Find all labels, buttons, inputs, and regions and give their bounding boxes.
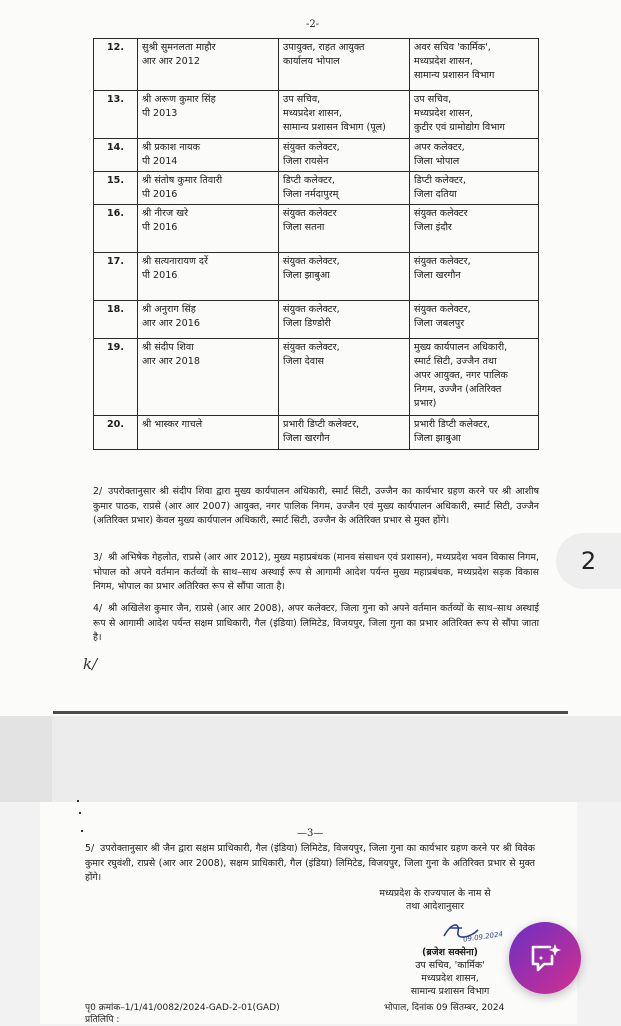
new-posting-cell: [410, 301, 539, 339]
copy-to-label: प्रतिलिपि :: [85, 1015, 120, 1025]
table-row: [94, 205, 539, 253]
cell-line: पी 2016: [142, 222, 178, 233]
cell-line: अपर आयुक्त, नगर पालिक: [414, 370, 508, 381]
current-posting-cell: [279, 301, 410, 339]
cell-line: डिप्टी कलेक्टर,: [283, 175, 335, 186]
cell-line: निगम, उज्जैन (अतिरिक्त: [414, 384, 502, 395]
cell-line: जिला खरगौन: [414, 270, 461, 281]
cell-line: आर आर 2016: [142, 318, 200, 329]
cell-line: जिला रायसेन: [283, 156, 329, 167]
table-row: [94, 301, 539, 339]
cell-line: सुश्री सुमनलता माहौर: [142, 42, 216, 53]
cell-line: मुख्य कार्यपालन अधिकारी,: [414, 342, 508, 353]
cell-line: श्री अरूण कुमार सिंह: [142, 94, 216, 105]
new-posting-cell: [410, 339, 539, 416]
cell-line: उपायुक्त, राहत आयुक्त: [283, 42, 365, 53]
scan-mark: [77, 800, 79, 802]
officer-name-cell: [138, 416, 279, 450]
current-posting-cell: [279, 416, 410, 450]
paragraph-text: श्री अखिलेश कुमार जैन, राप्रसे (आर आर 2008), अपर कलेक्टर, जिला गुना को अपने वर्तमान कर्तव्यों के साथ–साथ अस्थाई रूप से आगामी आदेश पर्यन्त सक्षम प्राधिकारी, गैल (इंडिया) लिमिटेड, विजयपुर, जिला गुना का प्रभार अतिरिक्त रूप से सौंपा जाता है।: [93, 603, 539, 643]
officer-name-cell: [138, 91, 279, 139]
signatory-designation: [380, 959, 520, 998]
cell-line: सामान्य प्रशासन विभाग (पूल): [283, 122, 386, 133]
paragraph-5: [85, 842, 535, 886]
cell-line: जिला जबलपुर: [414, 318, 465, 329]
cell-line: आर आर 2012: [142, 56, 200, 67]
designation-line: सामान्य प्रशासन विभाग: [410, 986, 490, 997]
cell-line: प्रभार): [414, 398, 437, 409]
initials-signature: k/: [83, 655, 98, 673]
cell-line: पी 2014: [142, 156, 178, 167]
cell-line: जिला डिण्डोरी: [283, 318, 331, 329]
cell-line: पी 2016: [142, 270, 178, 281]
new-posting-cell: [410, 139, 539, 172]
cell-line: श्री नीरज खरे: [142, 208, 188, 219]
cell-line: मध्यप्रदेश शासन,: [283, 108, 342, 119]
page-number: —3—: [297, 828, 324, 839]
page-number: -2-: [306, 19, 320, 30]
cell-line: संयुक्त कलेक्टर,: [283, 142, 340, 153]
place-and-date: भोपाल, दिनांक 09 सितम्बर, 2024: [384, 1003, 505, 1013]
serial-number-cell: 20.: [94, 416, 138, 450]
table-row: [94, 172, 539, 205]
new-posting-cell: [410, 205, 539, 253]
cell-line: संयुक्त कलेक्टर: [414, 208, 468, 219]
signatory-name: (ब्रजेश सक्सेना): [422, 947, 478, 958]
officer-name-cell: [138, 172, 279, 205]
table-row: [94, 416, 539, 450]
paragraph-text: उपरोक्तानुसार श्री जैन द्वारा सक्षम प्राधिकारी, गैल (इंडिया) लिमिटेड, विजयपुर, जिला गुना का कार्यभार ग्रहण करने पर श्री विवेक कुमार रघुवंशी, राप्रसे (आर आर 2008), सक्षम प्राधिकारी, गैल (इंडिया) लिमिटेड, विजयपुर, जिला गुना के अतिरिक्त प्रभार से मुक्त होंगे।: [85, 843, 535, 883]
cell-line: जिला नर्मदापुरम्: [283, 189, 339, 200]
serial-number-cell: 13.: [94, 91, 138, 139]
cell-line: प्रभारी डिप्टी कलेक्टर,: [414, 419, 491, 430]
officer-name-cell: [138, 339, 279, 416]
officer-name-cell: [138, 253, 279, 301]
serial-number-cell: 14.: [94, 139, 138, 172]
cell-line: जिला सतना: [283, 222, 325, 233]
current-posting-cell: [279, 139, 410, 172]
scan-mark: [81, 830, 83, 832]
officer-name-cell: [138, 39, 279, 91]
officer-name-cell: [138, 301, 279, 339]
paragraph-2: [93, 485, 539, 529]
cell-line: श्री अनुराग सिंह: [142, 304, 196, 315]
designation-line: मध्यप्रदेश शासन,: [421, 973, 479, 984]
serial-number-cell: 17.: [94, 253, 138, 301]
cell-line: उप सचिव,: [283, 94, 321, 105]
cell-line: जिला दतिया: [414, 189, 457, 200]
table-row: [94, 91, 539, 139]
order-line: मध्यप्रदेश के राज्यपाल के नाम से: [379, 888, 491, 899]
cell-line: जिला देवास: [283, 356, 325, 367]
paragraph-4: [93, 602, 539, 646]
paragraph-text: उपरोक्तानुसार श्री संदीप शिवा द्वारा मुख्य कार्यपालन अधिकारी, स्मार्ट सिटी, उज्जैन का कार्यभार ग्रहण करने पर श्री आशीष कुमार पाठक, राप्रसे (आर आर 2007) आयुक्त, नगर पालिक निगम, उज्जैन एवं मुख्य कार्यपालन अधिकारी, स्मार्ट सिटी, उज्जैन (अतिरिक्त प्रभार) केवल मुख्य कार्यपालन अधिकारी, स्मार्ट सिटी, उज्जैन के अतिरिक्त प्रभार से मुक्त होंगे।: [93, 486, 539, 526]
serial-number-cell: 16.: [94, 205, 138, 253]
order-line: तथा आदेशानुसार: [406, 901, 464, 912]
table-row: [94, 339, 539, 416]
serial-number-cell: 15.: [94, 172, 138, 205]
cell-line: डिप्टी कलेक्टर,: [414, 175, 466, 186]
page-bottom-border: [53, 711, 568, 714]
cell-line: संयुक्त कलेक्टर,: [283, 256, 340, 267]
current-posting-cell: [279, 39, 410, 91]
page-gap: [0, 716, 621, 802]
cell-line: कुटीर एवं ग्रामोद्योग विभाग: [414, 122, 505, 133]
cell-line: उप सचिव,: [414, 94, 452, 105]
table-row: [94, 253, 539, 301]
scan-mark: [79, 812, 81, 814]
cell-line: श्री सत्यनारायण दर्रे: [142, 256, 208, 267]
cell-line: संयुक्त कलेक्टर,: [414, 304, 471, 315]
paragraph-text: श्री अभिषेक गेहलोत, राप्रसे (आर आर 2012), मुख्य महाप्रबंधक (मानव संसाधन एवं प्रशासन), मध्यप्रदेश भवन विकास निगम, भोपाल को अपने वर्तमान कर्तव्यों के साथ–साथ अस्थाई रूप से आगामी आदेश पर्यन्त मुख्य महाप्रबंधक, मध्यप्रदेश सड़क विकास निगम, भोपाल का प्रभार अतिरिक्त रूप से सौंपा जाता है।: [93, 552, 539, 592]
current-posting-cell: [279, 253, 410, 301]
serial-number-cell: 12.: [94, 39, 138, 91]
new-posting-cell: [410, 91, 539, 139]
officer-name-cell: [138, 205, 279, 253]
current-posting-cell: [279, 205, 410, 253]
cell-line: अपर कलेक्टर,: [414, 142, 465, 153]
cell-line: पी 2016: [142, 189, 178, 200]
reference-number: पृ0 क्रमांक–1/1/41/0082/2024-GAD-2-01(GAD): [85, 1003, 280, 1013]
cell-line: श्री संदीप शिवा: [142, 342, 194, 353]
paragraph-number: 5/: [85, 843, 95, 854]
cell-line: पी 2013: [142, 108, 178, 119]
ai-chat-button[interactable]: [509, 922, 581, 994]
new-posting-cell: [410, 172, 539, 205]
page-shadow: [0, 716, 52, 802]
cell-line: सामान्य प्रशासन विभाग: [414, 70, 495, 81]
cell-line: संयुक्त कलेक्टर,: [283, 304, 340, 315]
serial-number-cell: 18.: [94, 301, 138, 339]
table-row: [94, 139, 539, 172]
officer-name-cell: [138, 139, 279, 172]
paragraph-3: [93, 551, 539, 595]
serial-number-cell: 19.: [94, 339, 138, 416]
page-indicator-badge[interactable]: 2: [556, 533, 621, 589]
new-posting-cell: [410, 39, 539, 91]
cell-line: श्री संतोष कुमार तिवारी: [142, 175, 223, 186]
table-row: [94, 39, 539, 91]
ai-chat-sparkle-icon: [528, 942, 562, 974]
order-authority: [360, 887, 510, 913]
cell-line: जिला झाबुआ: [283, 270, 330, 281]
cell-line: अवर सचिव 'कार्मिक',: [414, 42, 491, 53]
paragraph-number: 4/: [93, 603, 103, 614]
cell-line: संयुक्त कलेक्टर: [283, 208, 337, 219]
signature-date: 09.09.2024: [462, 930, 504, 944]
cell-line: कार्यालय भोपाल: [283, 56, 340, 67]
cell-line: जिला इंदौर: [414, 222, 452, 233]
paragraph-number: 2/: [93, 486, 103, 497]
cell-line: श्री भास्कर गाचले: [142, 419, 203, 430]
paragraph-number: 3/: [93, 552, 103, 563]
transfer-table: [93, 38, 539, 450]
cell-line: संयुक्त कलेक्टर,: [414, 256, 471, 267]
cell-line: मध्यप्रदेश शासन,: [414, 108, 473, 119]
current-posting-cell: [279, 339, 410, 416]
cell-line: प्रभारी डिप्टी कलेक्टर,: [283, 419, 360, 430]
new-posting-cell: [410, 416, 539, 450]
new-posting-cell: [410, 253, 539, 301]
cell-line: आर आर 2018: [142, 356, 200, 367]
cell-line: जिला भोपाल: [414, 156, 460, 167]
cell-line: स्मार्ट सिटी, उज्जैन तथा: [414, 356, 497, 367]
cell-line: संयुक्त कलेक्टर,: [283, 342, 340, 353]
current-posting-cell: [279, 91, 410, 139]
signature: [440, 918, 520, 946]
cell-line: मध्यप्रदेश शासन,: [414, 56, 473, 67]
cell-line: जिला खरगौन: [283, 433, 330, 444]
cell-line: श्री प्रकाश नायक: [142, 142, 200, 153]
designation-line: उप सचिव, 'कार्मिक': [415, 960, 485, 971]
cell-line: जिला झाबुआ: [414, 433, 461, 444]
current-posting-cell: [279, 172, 410, 205]
